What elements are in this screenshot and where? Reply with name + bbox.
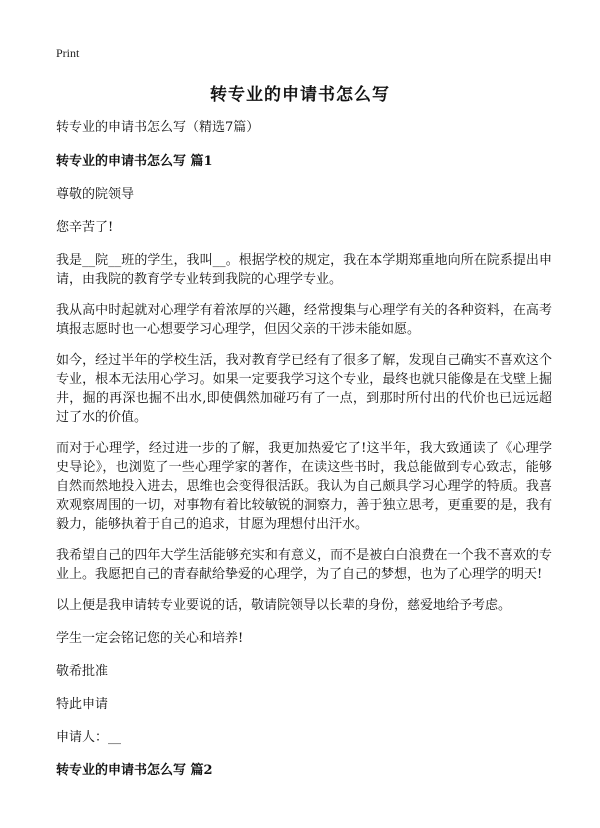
applicant-line: 申请人：__	[56, 730, 122, 745]
paragraph: 学生一定会铭记您的关心和培养!	[56, 631, 244, 646]
paragraph: 我是__院__班的学生，我叫__。根据学校的规定，我在本学期郑重地向所在院系提出申请，由我院的教育学专业转到我院的心理学专业。	[56, 253, 552, 287]
paragraph: 如今，经过半年的学校生活，我对教育学已经有了很多了解，发现自己确实不喜欢这个专业，根本无法用心学习。如果一定要我学习这个专业，最终也就只能像是在戈壁上掘井，掘的再深也掘不出水,即使偶然加碰巧有了一点，到那时所付出的代价也已远远超过了水的价值。	[56, 353, 552, 425]
paragraph: 而对于心理学，经过进一步的了解，我更加热爱它了!这半年，我大致通读了《心理学史导论》，也浏览了一些心理学家的著作，在读这些书时，我总能做到专心致志，能够自然而然地投入进去，思维也会变得很活跃。我认为自己颇具学习心理学的特质。我喜欢观察周围的一切，对事物有着比较敏锐的洞察力，善于独立思考，更重要的是，我有毅力，能够执着于自己的追求，甘愿为理想付出汗水。	[56, 441, 552, 532]
document-subtitle: 转专业的申请书怎么写（精选7篇）	[56, 120, 260, 135]
closing-request: 敬希批准	[56, 664, 109, 679]
section-heading-2: 转专业的申请书怎么写 篇2	[56, 763, 213, 778]
document-body	[56, 118, 552, 794]
section-heading-1: 转专业的申请书怎么写 篇1	[56, 154, 213, 169]
paragraph: 以上便是我申请转专业要说的话，敬请院领导以长辈的身份，慈爱地给予考虑。	[56, 598, 512, 613]
greeting: 您辛苦了!	[56, 220, 114, 235]
paragraph: 我从高中时起就对心理学有着浓厚的兴趣，经常搜集与心理学有关的各种资料，在高考填报志愿时也一心想要学习心理学，但因父亲的干涉未能如愿。	[56, 303, 552, 337]
paragraph: 我希望自己的四年大学生活能够充实和有意义，而不是被白白浪费在一个我不喜欢的专业上。我愿把自己的青春献给挚爱的心理学，为了自己的梦想，也为了心理学的明天!	[56, 548, 552, 582]
print-label: Print	[56, 46, 80, 60]
salutation: 尊敬的院领导	[56, 187, 135, 202]
page-title: 转专业的申请书怎么写	[210, 85, 390, 105]
closing-statement: 特此申请	[56, 697, 109, 712]
